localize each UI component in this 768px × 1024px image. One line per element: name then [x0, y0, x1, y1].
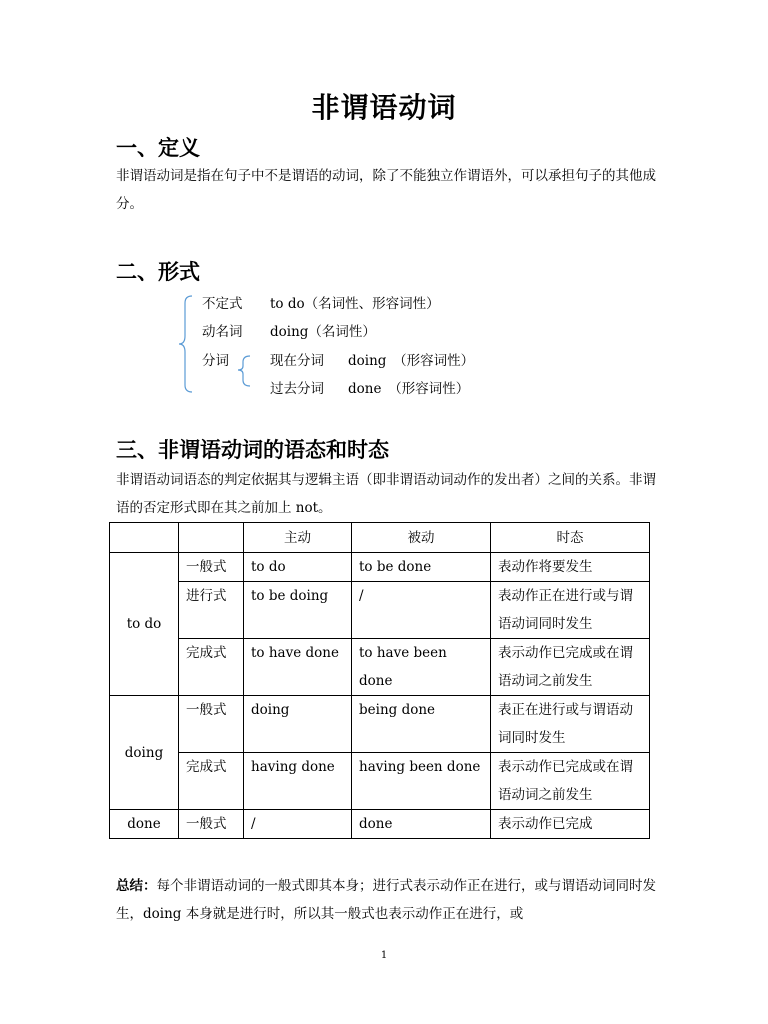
section-heading-definition: 一、定义	[116, 136, 200, 160]
table-row	[110, 639, 650, 696]
table-header-cell	[179, 523, 244, 553]
form-infinitive-label: 不定式	[202, 296, 243, 312]
active-cell: doing	[244, 696, 352, 753]
group-label-cell: done	[110, 810, 179, 839]
group-label-cell: to do	[110, 553, 179, 696]
outer-brace	[179, 296, 192, 392]
passive-cell: having been done	[352, 753, 491, 810]
page-number: 1	[380, 950, 388, 961]
passive-cell: done	[352, 810, 491, 839]
tense-cell: 表示动作已完成或在谓语动词之前发生	[491, 753, 650, 810]
definition-paragraph: 非谓语动词是指在句子中不是谓语的动词，除了不能独立作谓语外，可以承担句子的其他成分。	[116, 168, 656, 212]
form-cell: 完成式	[179, 753, 244, 810]
group-label-cell: doing	[110, 696, 179, 810]
form-gerund-label: 动名词	[202, 324, 243, 340]
active-cell: to be doing	[244, 582, 352, 639]
section-heading-voice-tense: 三、非谓语动词的语态和时态	[116, 438, 389, 462]
passive-cell: /	[352, 582, 491, 639]
form-cell: 一般式	[179, 553, 244, 582]
summary-text: 每个非谓语动词的一般式即其本身；进行式表示动作正在进行，或与谓语动词同时发生，doing 本身就是进行时，所以其一般式也表示动作正在进行，或	[116, 878, 656, 922]
form-cell: 一般式	[179, 696, 244, 753]
section-heading-forms: 二、形式	[116, 260, 200, 284]
active-cell: to have done	[244, 639, 352, 696]
form-past-participle-example: done （形容词性）	[348, 381, 470, 397]
passive-cell: being done	[352, 696, 491, 753]
voice-tense-table	[109, 522, 650, 839]
form-cell: 进行式	[179, 582, 244, 639]
summary-paragraph	[116, 872, 656, 928]
table-header-cell: 主动	[244, 523, 352, 553]
tense-cell: 表动作将要发生	[491, 553, 650, 582]
table-row	[110, 696, 650, 753]
table-header-cell: 被动	[352, 523, 491, 553]
tense-cell: 表正在进行或与谓语动词同时发生	[491, 696, 650, 753]
form-cell: 完成式	[179, 639, 244, 696]
table-row	[110, 553, 650, 582]
participle-brace	[238, 356, 250, 386]
form-infinitive-example: to do（名词性、形容词性）	[270, 296, 440, 312]
form-past-participle-label: 过去分词	[270, 381, 324, 397]
voice-tense-paragraph: 非谓语动词语态的判定依据其与逻辑主语（即非谓语动词动作的发出者）之间的关系。非谓语的否定形式即在其之前加上 not。	[116, 472, 656, 516]
form-cell: 一般式	[179, 810, 244, 839]
table-row	[110, 753, 650, 810]
passive-cell: to be done	[352, 553, 491, 582]
table-header-cell	[110, 523, 179, 553]
tense-cell: 表示动作已完成或在谓语动词之前发生	[491, 639, 650, 696]
passive-cell: to have been done	[352, 639, 491, 696]
form-participle-label: 分词	[202, 353, 229, 369]
table-row	[110, 810, 650, 839]
active-cell: /	[244, 810, 352, 839]
summary-label: 总结：	[116, 878, 157, 894]
table-row	[110, 582, 650, 639]
form-gerund-example: doing（名词性）	[270, 324, 376, 340]
table-header-row	[110, 523, 650, 553]
active-cell: to do	[244, 553, 352, 582]
active-cell: having done	[244, 753, 352, 810]
form-present-participle-example: doing （形容词性）	[348, 353, 475, 369]
table-header-cell: 时态	[491, 523, 650, 553]
page-title: 非谓语动词	[311, 91, 457, 124]
tense-cell: 表动作正在进行或与谓语动词同时发生	[491, 582, 650, 639]
tense-cell: 表示动作已完成	[491, 810, 650, 839]
form-present-participle-label: 现在分词	[270, 353, 324, 369]
